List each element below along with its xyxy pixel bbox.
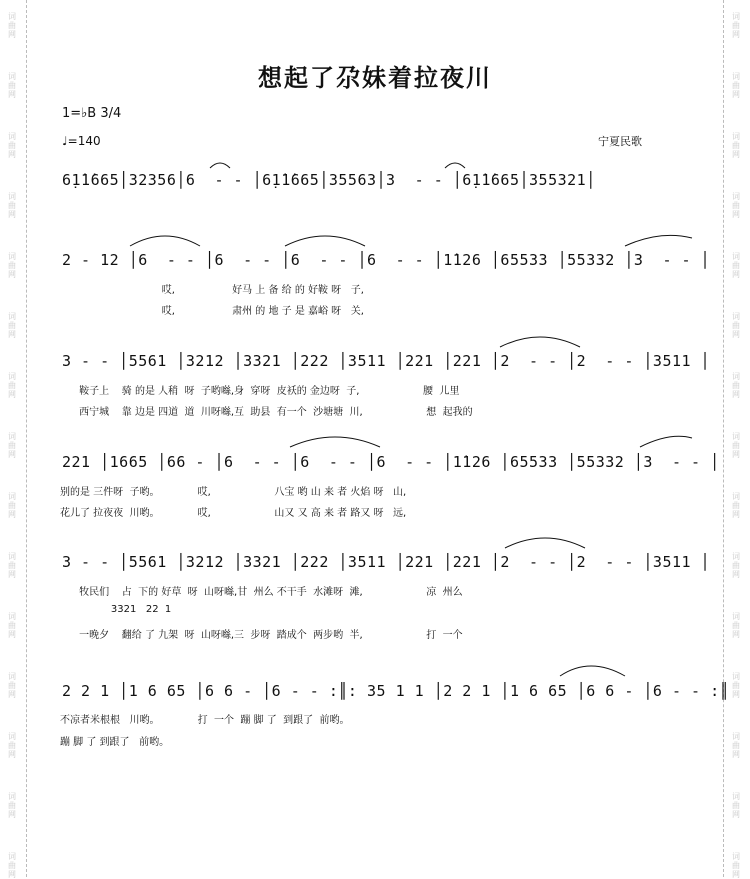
slur-arc <box>505 538 585 548</box>
lyric-line-1: 别的是 三件呀 子哟。 哎, 八宝 哟 山 来 者 火焰 呀 山, <box>60 487 407 498</box>
watermark-mark: 词 曲 网 <box>732 612 740 639</box>
slur-arc <box>285 236 365 246</box>
slur-arc <box>560 666 625 676</box>
watermark-mark: 词 曲 网 <box>8 612 16 639</box>
watermark-mark: 词 曲 网 <box>732 372 740 399</box>
lyric-line-1: 鞍子上 骑 的是 人稍 呀 子哟噝,身 穿呀 皮袄的 金边呀 子, 腰 儿里 <box>60 386 460 397</box>
watermark-mark: 词 曲 网 <box>732 132 740 159</box>
slur-arc <box>500 337 580 347</box>
watermark-mark: 词 曲 网 <box>732 492 740 519</box>
watermark-mark: 词 曲 网 <box>732 312 740 339</box>
notation-line: 2 - 12 │6 - - │6 - - │6 - - │6 - - │1̇126 │65533 │55332 │3 - - │ <box>62 251 711 269</box>
lyric-line-3: 一晚夕 翻给 了 九架 呀 山呀噝,三 步呀 踏成个 两步哟 半, 打 一个 <box>60 630 463 641</box>
lyric-line-2: 西宁城 靠 边是 四道 道 川呀噝,互 助县 有一个 沙塘塘 川, 想 起我的 <box>60 407 473 418</box>
watermark-mark: 词 曲 网 <box>732 792 740 819</box>
notation-line: 3 - - │5561 │3212 │3321 │222 │3511 │221 │221 │2 - - │2 - - │3511 │ <box>62 352 711 370</box>
watermark-mark: 词 曲 网 <box>8 132 16 159</box>
slur-arc <box>640 436 692 447</box>
watermark-mark: 词 曲 网 <box>8 552 16 579</box>
lyric-line-2: 哎, 肃州 的 地 子 是 嘉峪 呀 关, <box>60 306 364 317</box>
watermark-mark: 词 曲 网 <box>732 192 740 219</box>
watermark-mark: 词 曲 网 <box>732 12 740 39</box>
watermark-mark: 词 曲 网 <box>732 852 740 879</box>
watermark-mark: 词 曲 网 <box>732 672 740 699</box>
watermark-mark: 词 曲 网 <box>8 492 16 519</box>
composer-credit: 宁夏民歌 <box>598 135 642 148</box>
watermark-mark: 词 曲 网 <box>8 12 16 39</box>
watermark-mark: 词 曲 网 <box>732 552 740 579</box>
watermark-mark: 词 曲 网 <box>8 312 16 339</box>
watermark-mark: 词 曲 网 <box>8 792 16 819</box>
key-signature: 1=♭B 3/4 <box>62 106 122 121</box>
slur-arc <box>445 163 465 168</box>
right-watermark-strip <box>723 0 750 877</box>
notation-line: 2 2 1 │1 6 65 │6 6 - │6 - - :║: 35 1 1 │2 2 1 │1 6 65 │6 6 - │6 - - :║ <box>62 682 730 700</box>
watermark-mark: 词 曲 网 <box>8 252 16 279</box>
notation-line: 6̣1̇1̇665│32356│6 - - │6̣1̇1̇665│35563│3 - - │6̣1̇1̇665│355321│ <box>62 171 596 189</box>
watermark-mark: 词 曲 网 <box>8 72 16 99</box>
watermark-mark: 词 曲 网 <box>732 252 740 279</box>
left-watermark-strip <box>0 0 27 877</box>
slur-arc <box>210 163 230 168</box>
notation-line: 3 - - │5561 │3212 │3321 │222 │3511 │221 │221 │2 - - │2 - - │3511 │ <box>62 553 711 571</box>
lyric-line-2: 花儿了 拉夜夜 川哟。 哎, 山又 又 高 来 者 路又 呀 远, <box>60 508 407 519</box>
watermark-mark: 词 曲 网 <box>8 432 16 459</box>
watermark-mark: 词 曲 网 <box>732 72 740 99</box>
slur-arc <box>290 437 380 447</box>
slur-arc <box>625 235 692 246</box>
lyric-line-2: 蹦 脚 了 到跟了 前哟。 <box>60 737 170 748</box>
lyric-line-1: 哎, 好马 上 备 给 的 好鞍 呀 子, <box>60 285 364 296</box>
slur-arc <box>130 236 200 246</box>
watermark-mark: 词 曲 网 <box>8 672 16 699</box>
lyric-line-2: 3321 22 1 <box>60 604 172 615</box>
watermark-mark: 词 曲 网 <box>732 432 740 459</box>
watermark-mark: 词 曲 网 <box>8 852 16 879</box>
watermark-mark: 词 曲 网 <box>8 192 16 219</box>
song-title: 想起了尕妹着拉夜川 <box>258 64 492 92</box>
lyric-line-1: 牧民们 占 下的 好草 呀 山呀噝,甘 州么 不干手 水滩呀 滩, 凉 州么 <box>60 587 463 598</box>
lyric-line-1: 不凉者米根根 川哟。 打 一个 蹦 脚 了 到跟了 前哟。 <box>60 715 350 726</box>
watermark-mark: 词 曲 网 <box>8 372 16 399</box>
watermark-mark: 词 曲 网 <box>732 732 740 759</box>
tempo-marking: ♩=140 <box>62 134 101 148</box>
notation-line: 221 │1665 │66 - │6 - - │6 - - │6 - - │1̇126 │65533 │55332 │3 - - │ <box>62 453 720 471</box>
watermark-mark: 词 曲 网 <box>8 732 16 759</box>
